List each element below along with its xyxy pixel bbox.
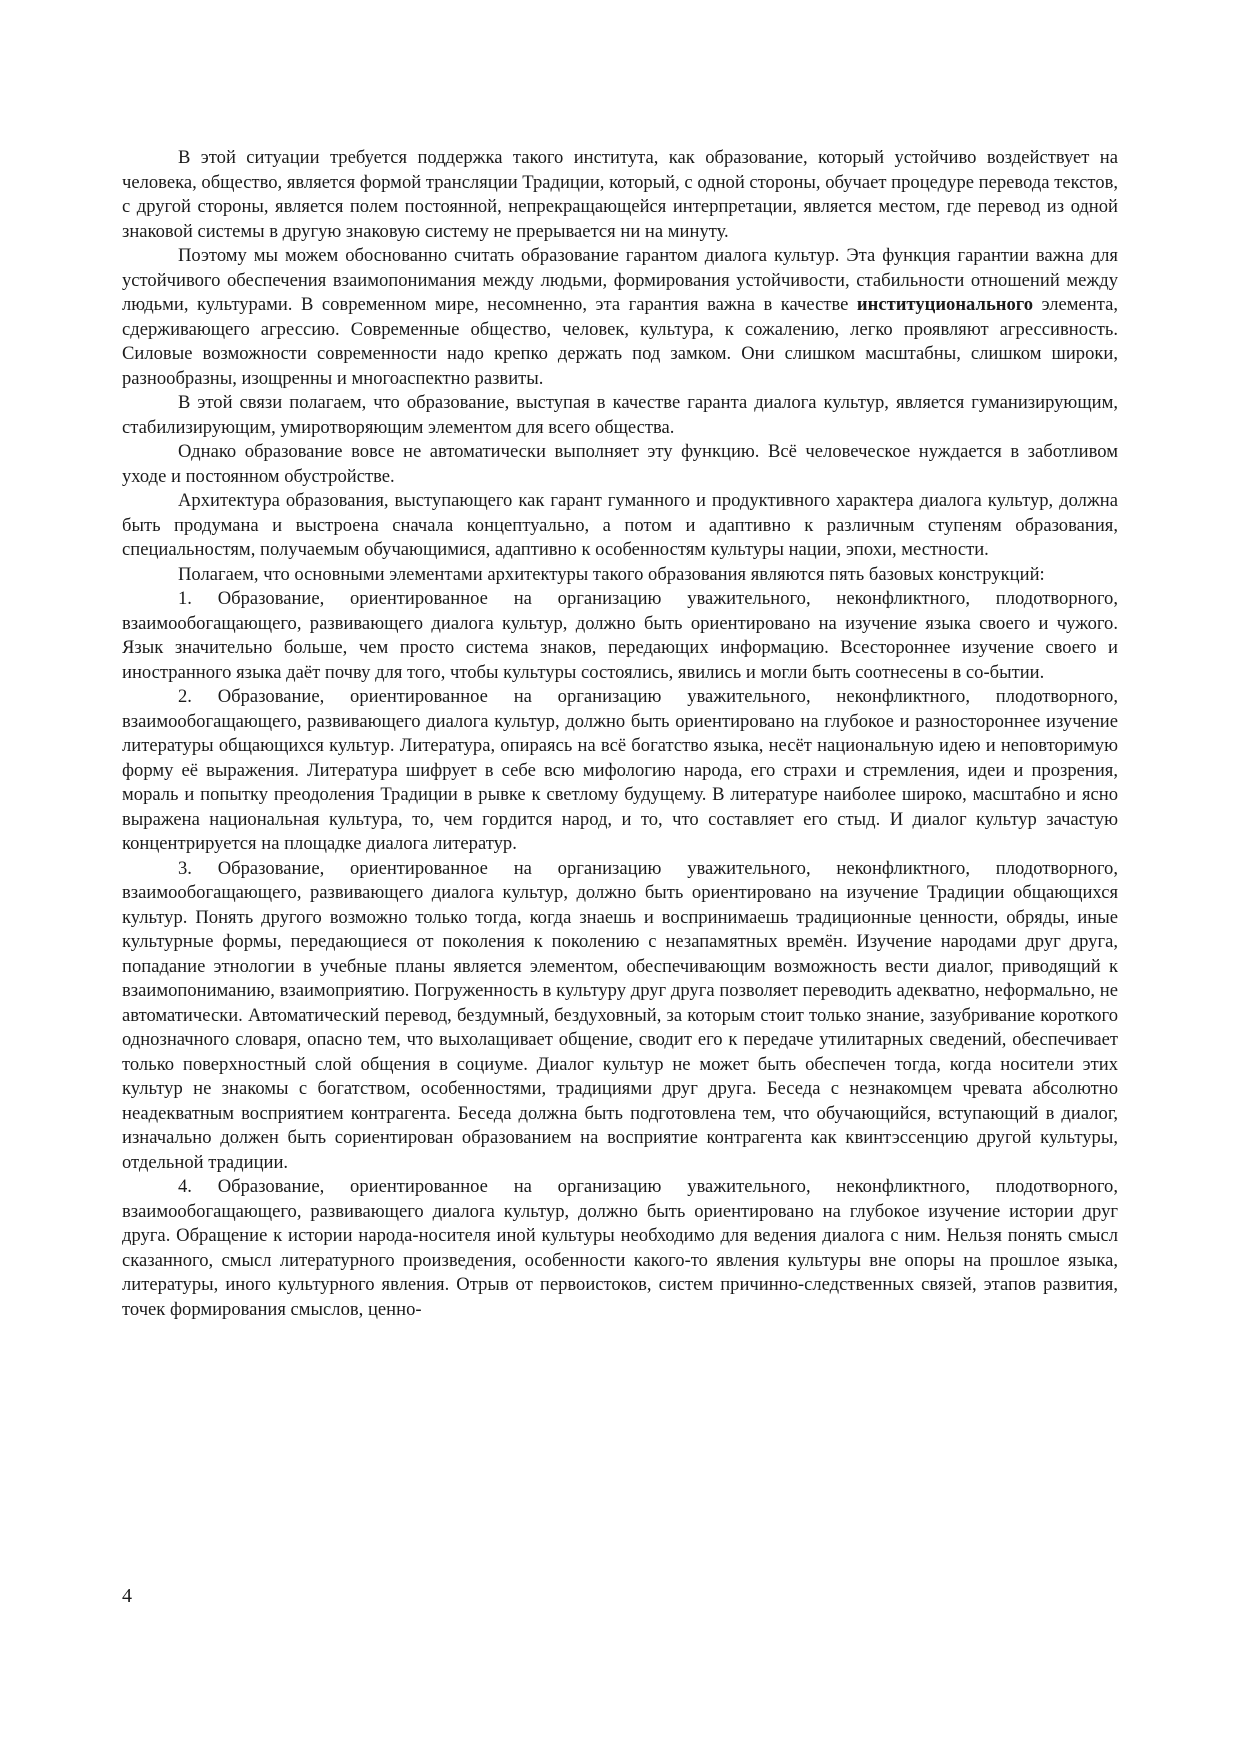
paragraph: Архитектура образования, выступающего как гарант гуманного и продуктивного характера диалога культур, должна быть продумана и выстроена сначала концептуально, а потом и адаптивно к различным ступеням образования, специальностям, получаемым обучающимися, адаптивно к особенностям культуры нации, эпохи, местности. xyxy=(122,490,1118,560)
list-item: 2. Образование, ориентированное на организацию уважительного, неконфликтного, плодотворного, взаимообогащающего, развивающего диалога культур, должно быть ориентировано на глубокое и разностороннее изучение литературы общающихся культур. Литература, опираясь на всё богатство языка, несёт национальную идею и неповторимую форму её выражения. Литература шифрует в себе всю мифологию народа, его страхи и стремления, идеи и прозрения, мораль и попытку преодоления Традиции в рывке к светлому будущему. В литературе наиболее широко, масштабно и ясно выражена национальная культура, то, чем гордится народ, и то, что составляет его стыд. И диалог культур зачастую концентрируется на площадке диалога литератур. xyxy=(122,686,1118,854)
paragraph: Полагаем, что основными элементами архитектуры такого образования являются пять базовых конструкций: xyxy=(178,563,1045,585)
bold-term: институционального xyxy=(856,294,1034,315)
list-item: 3. Образование, ориентированное на организацию уважительного, неконфликтного, плодотворного, взаимообогащающего, развивающего диалога культур, должно быть ориентировано на изучение Традиции общающихся культур. Понять другого возможно только тогда, когда знаешь и воспринимаешь традиционные ценности, обряды, иные культурные формы, передающиеся от поколения к поколению с незапамятных времён. Изучение народами друг друга, попадание этнологии в учебные планы является элементом, обеспечивающим возможность вести диалог, приводящий к взаимопониманию, взаимоприятию. Погруженность в культуру друг друга позволяет переводить адекватно, неформально, не автоматически. Автоматический перевод, бездумный, бездуховный, за которым стоит только знание, зазубривание короткого однозначного словаря, опасно тем, что выхолащивает общение, сводит его к передаче утилитарных сведений, обеспечивает только поверхностный слой общения в социуме. Диалог культур не может быть обеспечен тогда, когда носители этих культур не знакомы с богатством, особенностями, традициями друг друга. Беседа с незнакомцем чревата абсолютно неадекватным восприятием контрагента. Беседа должна быть подготовлена тем, что обучающийся, вступающий в диалог, изначально должен быть сориентирован образованием на восприятие контрагента как квинтэссенцию другой культуры, отдельной традиции. xyxy=(122,857,1118,1173)
page-number: 4 xyxy=(122,1585,132,1607)
paragraph: В этой ситуации требуется поддержка такого института, как образование, который устойчиво воздействует на человека, общество, является формой трансляции Традиции, который, с одной стороны, обучает процедуре перевода текстов, с другой стороны, является полем постоянной, непрекращающейся интерпретации, является местом, где перевод из одной знаковой системы в другую знаковую систему не прерывается ни на минуту. xyxy=(122,147,1118,242)
paragraph-text: Поэтому мы можем обоснованно считать образование гарантом диалога культур. Эта функция гарантии важна для устойчивого обеспечения взаимопонимания между людьми, формирования устойчивости, стабильности отношений между людьми, культурами. В современном мире, несомненно, эта гарантия важна в качестве xyxy=(122,245,1118,315)
list-item: 1. Образование, ориентированное на организацию уважительного, неконфликтного, плодотворного, взаимообогащающего, развивающего диалога культур, должно быть ориентировано на изучение языка своего и чужого. Язык значительно больше, чем просто система знаков, передающих информацию. Всестороннее изучение своего и иностранного языка даёт почву для того, чтобы культуры состоялись, явились и могли быть соотнесены в со-бытии. xyxy=(122,588,1118,683)
list-item: 4. Образование, ориентированное на организацию уважительного, неконфликтного, плодотворного, взаимообогащающего, развивающего диалога культур, должно быть ориентировано на глубокое изучение истории друг друга. Обращение к истории народа-носителя иной культуры необходимо для ведения диалога с ним. Нельзя понять смысл сказанного, смысл литературного произведения, особенности какого-то явления культуры вне опоры на прошлое языка, литературы, иного культурного явления. Отрыв от первоистоков, систем причинно-следственных связей, этапов развития, точек формирования смыслов, ценно- xyxy=(122,1176,1118,1320)
paragraph-text: элемента, сдерживающего агрессию. Современные общество, человек, культура, к сожалению, легко проявляют агрессивность. Силовые возможности современности надо крепко держать под замком. Они слишком масштабны, слишком широки, разнообразны, изощренны и многоаспектно развиты. xyxy=(122,294,1118,389)
paragraph xyxy=(122,244,1118,391)
document-body xyxy=(122,146,1118,1322)
paragraph: Однако образование вовсе не автоматически выполняет эту функцию. Всё человеческое нуждается в заботливом уходе и постоянном обустройстве. xyxy=(122,441,1118,487)
paragraph: В этой связи полагаем, что образование, выступая в качестве гаранта диалога культур, является гуманизирующим, стабилизирующим, умиротворяющим элементом для всего общества. xyxy=(122,392,1118,438)
